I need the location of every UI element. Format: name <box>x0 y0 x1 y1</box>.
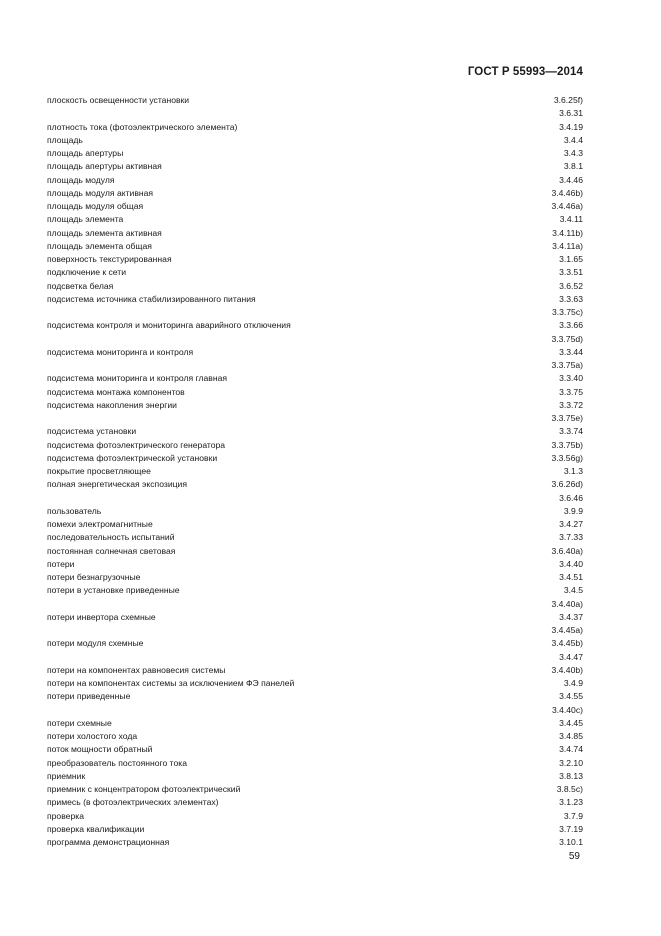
index-reference: 3.4.40a) <box>551 598 583 609</box>
index-entry <box>47 677 583 690</box>
index-reference: 3.4.47 <box>559 651 583 662</box>
index-entry <box>47 796 583 809</box>
index-term: площадь модуля общая <box>47 201 144 211</box>
index-term: подключение к сети <box>47 267 127 278</box>
index-reference: 3.4.45a) <box>551 625 583 635</box>
index-reference: 3.3.75b) <box>551 439 583 450</box>
index-reference: 3.3.74 <box>559 426 583 437</box>
index-reference: 3.1.3 <box>563 466 583 476</box>
index-term: площадь элемента общая <box>47 240 152 251</box>
index-term: подсистема источника стабилизированного питания <box>47 293 256 304</box>
index-reference: 3.7.33 <box>559 532 583 543</box>
index-term: плоскость освещенности установки <box>47 95 190 105</box>
index-term: пользователь <box>47 505 102 516</box>
index-entry <box>47 704 583 717</box>
index-entry <box>47 770 583 783</box>
index-entry <box>47 333 583 346</box>
index-entry <box>47 505 583 518</box>
index-term: подсистема монтажа компонентов <box>47 386 185 397</box>
index-reference: 3.3.63 <box>559 293 583 304</box>
index-term: потери на компонентах равновесия системы <box>47 664 226 675</box>
index-reference: 3.4.11b) <box>552 227 583 238</box>
index-term: площадь элемента <box>47 214 124 225</box>
index-term: потери в установке приведенные <box>47 585 180 596</box>
index-reference: 3.3.40 <box>559 373 583 384</box>
index-entry <box>47 611 583 624</box>
index-term: покрытие просветляющее <box>47 466 151 476</box>
index-term: преобразователь постоянного тока <box>47 757 188 768</box>
index-entry <box>47 651 583 664</box>
index-reference: 3.7.9 <box>563 810 583 821</box>
index-reference: 3.4.11 <box>559 214 583 225</box>
index-term: помехи электромагнитные <box>47 519 153 529</box>
index-term: подсистема накопления энергии <box>47 399 177 410</box>
index-reference: 3.6.26d) <box>551 479 583 490</box>
index-entry <box>47 359 583 372</box>
index-entry <box>47 757 583 770</box>
index-entry <box>47 571 583 584</box>
index-term: подсистема контроля и мониторинга аварийного отключения <box>47 320 291 331</box>
index-entry <box>47 200 583 213</box>
index-reference: 3.4.40c) <box>551 704 583 715</box>
index-reference: 3.3.66 <box>559 320 583 331</box>
index-reference: 3.4.4 <box>563 134 583 145</box>
index-term: потери безнагрузочные <box>47 572 141 582</box>
index-entry <box>47 664 583 677</box>
index-entry <box>47 240 583 253</box>
index-entry <box>47 810 583 823</box>
index-term: площадь апертуры активная <box>47 161 162 172</box>
index-entry <box>47 717 583 730</box>
index-entry <box>47 743 583 756</box>
index-entry <box>47 253 583 266</box>
page-number: 59 <box>568 851 580 862</box>
index-reference: 3.6.52 <box>559 280 583 291</box>
alphabetical-index <box>47 94 583 849</box>
index-entry <box>47 94 583 107</box>
index-entry <box>47 346 583 359</box>
index-reference: 3.1.65 <box>559 254 583 264</box>
index-term: примесь (в фотоэлектрических элементах) <box>47 797 219 808</box>
index-entry <box>47 372 583 385</box>
index-term: площадь апертуры <box>47 148 124 158</box>
index-entry <box>47 439 583 452</box>
index-reference: 3.8.1 <box>563 161 583 172</box>
index-term: площадь модуля активная <box>47 187 154 198</box>
index-reference: 3.7.19 <box>559 823 583 834</box>
index-reference: 3.3.75 <box>559 386 583 397</box>
index-entry <box>47 306 583 319</box>
index-entry <box>47 465 583 478</box>
index-reference: 3.8.13 <box>559 770 583 781</box>
index-reference: 3.3.56g) <box>551 452 583 463</box>
index-entry <box>47 319 583 332</box>
index-entry <box>47 584 583 597</box>
index-entry <box>47 730 583 743</box>
index-term: потери инвертора схемные <box>47 611 156 622</box>
index-reference: 3.4.5 <box>563 585 583 596</box>
index-reference: 3.6.46 <box>559 492 583 503</box>
index-reference: 3.4.11a) <box>552 240 583 251</box>
index-reference: 3.4.40b) <box>551 664 583 675</box>
index-entry <box>47 783 583 796</box>
index-entry <box>47 266 583 279</box>
index-entry <box>47 227 583 240</box>
index-term: площадь <box>47 134 83 145</box>
index-term: плотность тока (фотоэлектрического элемента) <box>47 121 238 132</box>
index-entry <box>47 492 583 505</box>
index-reference: 3.6.40a) <box>551 545 583 556</box>
index-entry <box>47 823 583 836</box>
index-term: подсистема мониторинга и контроля главная <box>47 373 228 384</box>
index-entry <box>47 293 583 306</box>
index-term: подсветка белая <box>47 280 114 291</box>
index-entry <box>47 134 583 147</box>
index-reference: 3.10.1 <box>559 837 583 847</box>
index-reference: 3.4.45b) <box>551 638 583 649</box>
index-reference: 3.4.46 <box>559 174 583 185</box>
index-term: площадь модуля <box>47 174 115 185</box>
index-reference: 3.3.51 <box>559 267 583 278</box>
index-reference: 3.6.25f) <box>553 95 583 105</box>
index-reference: 3.4.55 <box>559 691 583 702</box>
index-reference: 3.4.74 <box>559 744 583 755</box>
index-entry <box>47 558 583 571</box>
index-entry <box>47 637 583 650</box>
index-entry <box>47 213 583 226</box>
index-entry <box>47 174 583 187</box>
index-reference: 3.4.46a) <box>551 201 583 211</box>
index-entry <box>47 545 583 558</box>
index-term: поток мощности обратный <box>47 744 153 755</box>
index-term: потери <box>47 558 75 569</box>
index-term: проверка <box>47 810 84 821</box>
index-term: приемник <box>47 770 86 781</box>
index-term: потери на компонентах системы за исключением ФЭ панелей <box>47 678 295 688</box>
index-entry <box>47 187 583 200</box>
index-entry <box>47 280 583 293</box>
index-term: потери приведенные <box>47 691 131 702</box>
standard-designation: ГОСТ Р 55993—2014 <box>467 66 583 78</box>
index-entry <box>47 518 583 531</box>
index-reference: 3.4.27 <box>559 519 583 529</box>
index-reference: 3.4.45 <box>559 717 583 728</box>
index-entry <box>47 836 583 849</box>
index-entry <box>47 425 583 438</box>
index-entry <box>47 452 583 465</box>
index-reference: 3.3.72 <box>559 399 583 410</box>
index-term: приемник с концентратором фотоэлектрический <box>47 784 241 794</box>
index-reference: 3.4.19 <box>559 121 583 132</box>
index-term: подсистема установки <box>47 426 137 437</box>
index-term: потери схемные <box>47 717 112 728</box>
index-entry <box>47 412 583 425</box>
index-entry <box>47 690 583 703</box>
index-entry <box>47 598 583 611</box>
index-entry <box>47 107 583 120</box>
index-term: программа демонстрационная <box>47 837 170 847</box>
index-reference: 3.3.75a) <box>551 360 583 370</box>
index-reference: 3.8.5c) <box>556 784 583 794</box>
index-entry <box>47 478 583 491</box>
index-entry <box>47 121 583 134</box>
index-term: полная энергетическая экспозиция <box>47 479 188 490</box>
index-entry <box>47 386 583 399</box>
index-term: площадь элемента активная <box>47 227 162 238</box>
index-term: проверка квалификации <box>47 823 145 834</box>
index-reference: 3.3.75d) <box>551 333 583 344</box>
index-reference: 3.9.9 <box>563 505 583 516</box>
index-reference: 3.4.85 <box>559 731 583 741</box>
index-reference: 3.4.46b) <box>551 187 583 198</box>
index-reference: 3.4.3 <box>563 148 583 158</box>
index-reference: 3.6.31 <box>559 108 583 119</box>
index-reference: 3.1.23 <box>559 797 583 808</box>
index-entry <box>47 399 583 412</box>
index-reference: 3.2.10 <box>559 757 583 768</box>
index-reference: 3.4.40 <box>559 558 583 569</box>
index-entry <box>47 531 583 544</box>
index-reference: 3.3.75c) <box>551 307 583 317</box>
index-term: подсистема фотоэлектрического генератора <box>47 439 226 450</box>
index-term: потери холостого хода <box>47 731 138 741</box>
index-reference: 3.4.9 <box>563 678 583 688</box>
index-reference: 3.3.75e) <box>551 413 583 423</box>
index-term: подсистема фотоэлектрической установки <box>47 452 218 463</box>
index-term: постоянная солнечная световая <box>47 545 176 556</box>
index-reference: 3.4.51 <box>559 572 583 582</box>
index-reference: 3.3.44 <box>559 346 583 357</box>
index-term: потери модуля схемные <box>47 638 144 649</box>
index-term: поверхность текстурированная <box>47 254 172 264</box>
index-entry <box>47 160 583 173</box>
index-term: подсистема мониторинга и контроля <box>47 346 194 357</box>
index-term: последовательность испытаний <box>47 532 175 543</box>
index-entry <box>47 624 583 637</box>
index-reference: 3.4.37 <box>559 611 583 622</box>
index-entry <box>47 147 583 160</box>
